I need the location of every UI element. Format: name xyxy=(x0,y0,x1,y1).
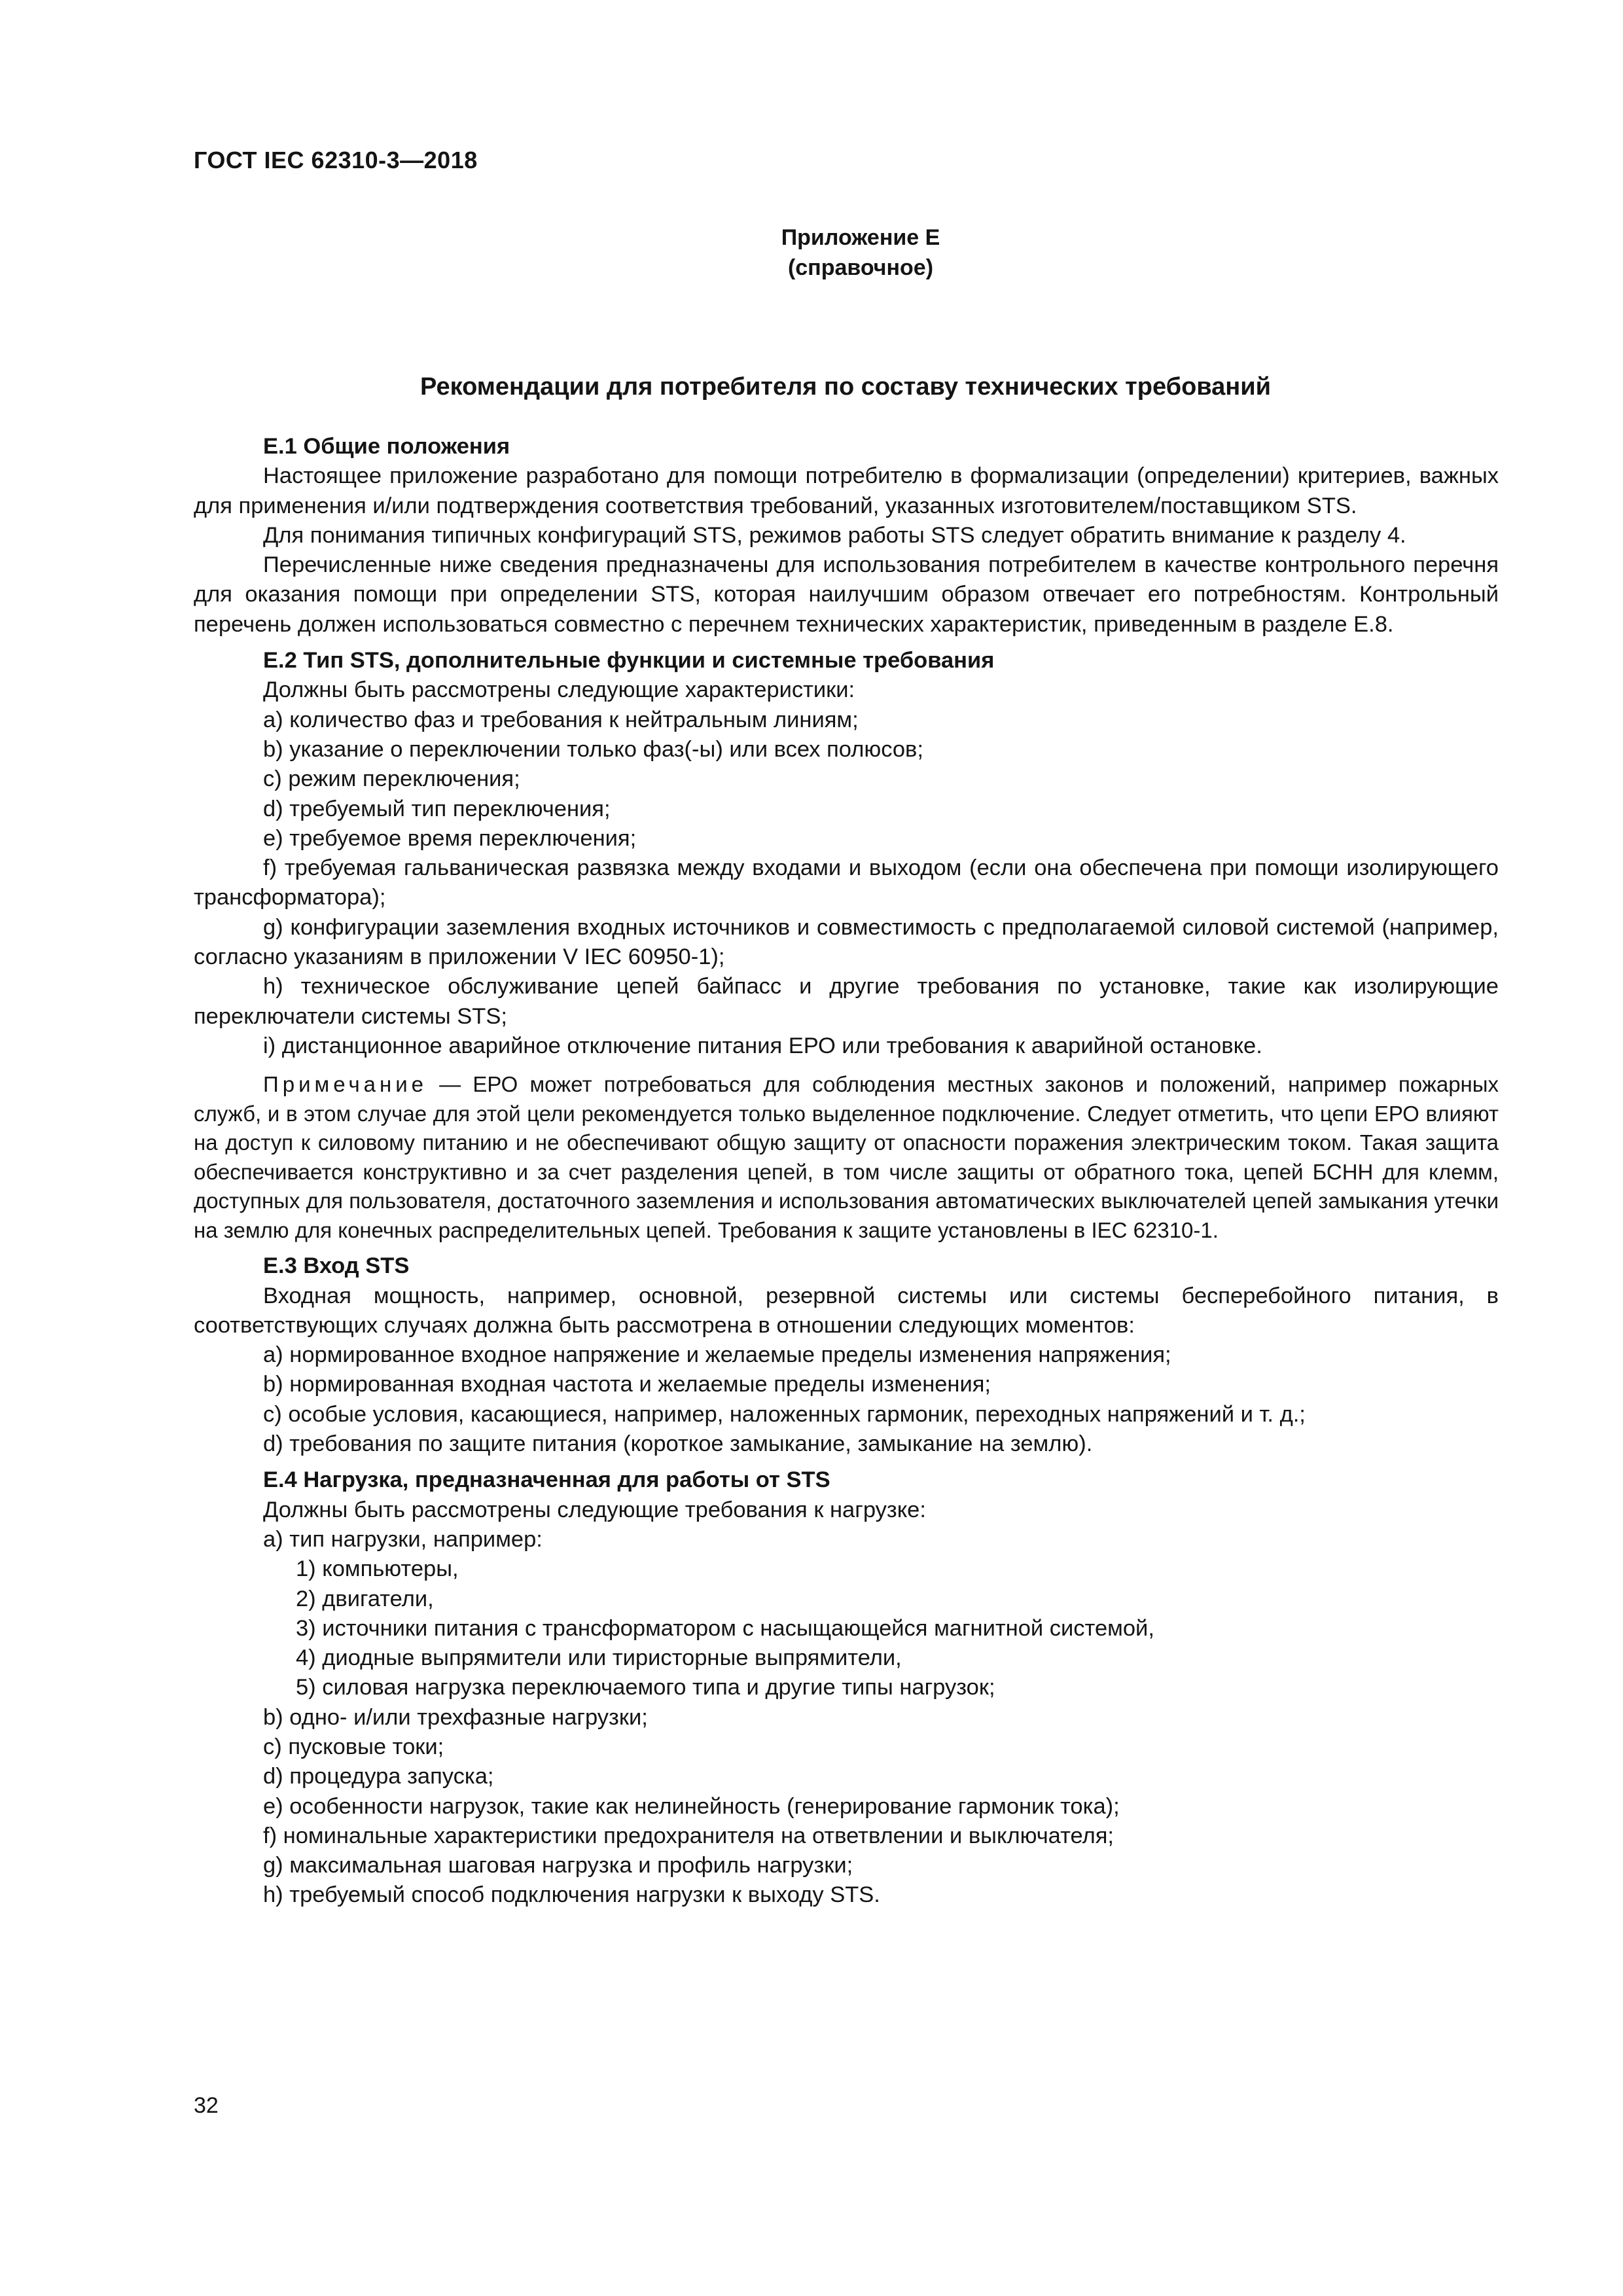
list-item: f) номинальные характеристики предохранителя на ответвлении и выключателя; xyxy=(263,1823,1114,1848)
paragraph: Должны быть рассмотрены следующие характеристики: xyxy=(263,677,855,703)
paragraph: Перечисленные ниже сведения предназначены для использования потребителем в качестве контрольного перечня для оказания помощи при определении STS, которая наилучшим образом отвечает его потребностям. Контрольный перечень должен использоваться совместно с перечнем технических характеристик, приведенным в разделе Е.8. xyxy=(194,552,1499,637)
section-heading-e1: Е.1 Общие положения xyxy=(263,434,510,459)
list-subitem: 3) источники питания с трансформатором с насыщающейся магнитной системой, xyxy=(296,1615,1154,1641)
list-subitem: 1) компьютеры, xyxy=(296,1556,459,1582)
list-item: a) нормированное входное напряжение и желаемые пределы изменения напряжения; xyxy=(263,1342,1171,1368)
paragraph: Для понимания типичных конфигураций STS, режимов работы STS следует обратить внимание к разделу 4. xyxy=(263,522,1406,548)
list-item: a) тип нагрузки, например: xyxy=(263,1526,543,1552)
list-item: h) требуемый способ подключения нагрузки к выходу STS. xyxy=(263,1882,880,1908)
list-item: c) особые условия, касающиеся, например, наложенных гармоник, переходных напряжений и т. д.; xyxy=(263,1401,1306,1427)
list-item: b) одно- и/или трехфазные нагрузки; xyxy=(263,1704,648,1730)
list-item: i) дистанционное аварийное отключение питания ЕРО или требования к аварийной остановке. xyxy=(263,1033,1262,1058)
list-item: g) конфигурации заземления входных источников и совместимость с предполагаемой силовой системой (например, согласно указаниям в приложении V IEC 60950-1); xyxy=(194,914,1499,970)
note-text: — ЕРО может потребоваться для соблюдения местных законов и положений, например пожарных служб, и в этом случае для этой цели рекомендуется только выделенное подключение. Следует отметить, что цепи ЕРО влияют на доступ к силовому питанию и не обеспечивают общую защиту от опасности поражения электрическим током. Такая защита обеспечивается конструктивно и за счет разделения цепей, в том числе защиты от обратного тока, цепей БСНН для клемм, доступных для пользователя, достаточного заземления и использования автоматических выключателей цепей замыкания утечки на землю для конечных распределительных цепей. Требования к защите установлены в IEC 62310-1. xyxy=(194,1072,1499,1242)
list-item: f) требуемая гальваническая развязка между входами и выходом (если она обеспечена при помощи изолирующего трансформатора); xyxy=(194,855,1499,910)
list-item: d) процедура запуска; xyxy=(263,1764,494,1789)
list-subitem: 4) диодные выпрямители или тиристорные выпрямители, xyxy=(296,1645,902,1671)
document-body xyxy=(194,432,1499,1910)
list-subitem: 2) двигатели, xyxy=(296,1586,434,1611)
list-item: e) требуемое время переключения; xyxy=(263,825,637,851)
page-title: Рекомендации для потребителя по составу технических требований xyxy=(420,373,1271,401)
section-heading-e2: Е.2 Тип STS, дополнительные функции и системные требования xyxy=(263,648,995,673)
list-item: d) требования по защите питания (короткое замыкание, замыкание на землю). xyxy=(263,1431,1093,1457)
list-item: c) пусковые токи; xyxy=(263,1734,444,1759)
paragraph: Настоящее приложение разработано для помощи потребителю в формализации (определении) критериев, важных для применения и/или подтверждения соответствия требований, указанных изготовителем/поставщиком STS. xyxy=(194,463,1499,518)
list-item: b) нормированная входная частота и желаемые пределы изменения; xyxy=(263,1372,991,1397)
section-heading-e3: Е.3 Вход STS xyxy=(263,1253,410,1279)
annex-heading xyxy=(0,223,1623,283)
paragraph: Входная мощность, например, основной, резервной системы или системы бесперебойного питания, в соответствующих случаях должна быть рассмотрена в отношении следующих моментов: xyxy=(194,1283,1499,1338)
list-item: d) требуемый тип переключения; xyxy=(263,796,611,821)
list-item: h) техническое обслуживание цепей байпасс и другие требования по установке, такие как изолирующие переключатели системы STS; xyxy=(194,974,1499,1029)
list-item: b) указание о переключении только фаз(-ы) или всех полюсов; xyxy=(263,736,923,762)
paragraph: Должны быть рассмотрены следующие требования к нагрузке: xyxy=(263,1497,926,1522)
list-subitem: 5) силовая нагрузка переключаемого типа и другие типы нагрузок; xyxy=(296,1675,995,1700)
page-number: 32 xyxy=(194,2093,219,2118)
document-code: ГОСТ IEC 62310-3—2018 xyxy=(194,147,478,173)
note-label: Примечание xyxy=(263,1072,428,1097)
list-item: c) режим переключения; xyxy=(263,766,520,792)
list-item: e) особенности нагрузок, такие как нелинейность (генерирование гармоник тока); xyxy=(263,1793,1120,1819)
section-heading-e4: Е.4 Нагрузка, предназначенная для работы от STS xyxy=(263,1467,830,1493)
list-item: g) максимальная шаговая нагрузка и профиль нагрузки; xyxy=(263,1853,853,1878)
note xyxy=(194,1070,1499,1245)
annex-status: (справочное) xyxy=(787,255,934,280)
list-item: a) количество фаз и требования к нейтральным линиям; xyxy=(263,707,859,732)
annex-title: Приложение Е xyxy=(781,225,940,250)
